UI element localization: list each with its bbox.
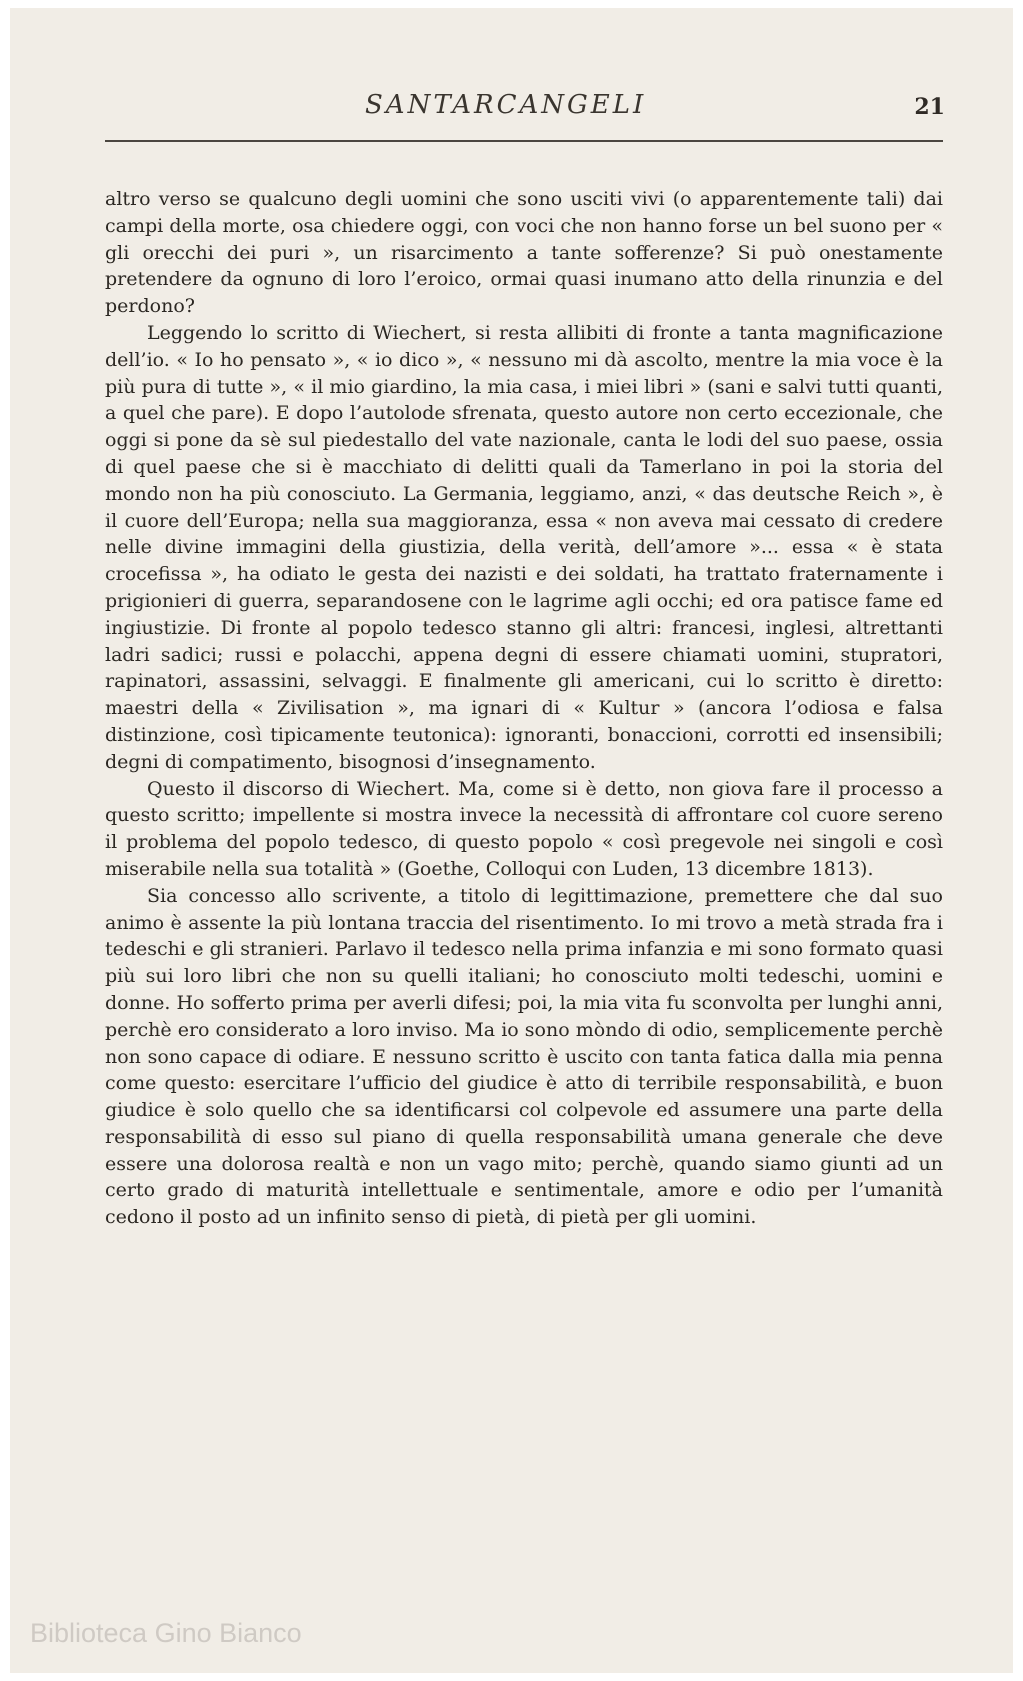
running-title: SANTARCANGELI: [365, 90, 647, 120]
paragraph-2: Leggendo lo scritto di Wiechert, si resta allibiti di fronte a tanta magnificazione dell’io. « Io ho pensato », « io dico », « nessuno mi dà ascolto, mentre la mia voce è la più pura di tutte », « il mio giardino, la mia casa, i miei libri » (sani e salvi tutti quanti, a quel che pare). E dopo l’autolode sfrenata, questo autore non certo eccezionale, che oggi si pone da sè sul piedestallo del vate nazionale, canta le lodi del suo paese, ossia di quel paese che si è macchiato di delitti quali da Tamerlano in poi la storia del mondo non ha più conosciuto. La Germania, leggiamo, anzi, « das deutsche Reich », è il cuore dell’Europa; nella sua maggioranza, essa « non aveva mai cessato di credere nelle divine immagini della giustizia, della verità, dell’amore »... essa « è stata crocefissa », ha odiato le gesta dei nazisti e dei soldati, ha trattato fraternamente i prigionieri di guerra, separandosene con le lagrime agli occhi; ed ora patisce fame ed ingiustizie. Di fronte al popolo tedesco stanno gli altri: francesi, inglesi, altrettanti ladri sadici; russi e polacchi, appena degni di essere chiamati uomini, stupratori, rapinatori, assassini, selvaggi. E finalmente gli americani, cui lo scritto è diretto: maestri della « Zivilisation », ma ignari di « Kultur » (ancora l’odiosa e falsa distinzione, così tipicamente teutonica): ignoranti, bonaccioni, corrotti ed insensibili; degni di compatimento, bisognosi d’insegnamento.: [105, 321, 943, 773]
header-rule: [105, 140, 943, 142]
book-page: [10, 8, 1013, 1673]
library-watermark: Biblioteca Gino Bianco: [30, 1618, 302, 1648]
paragraph-4: Sia concesso allo scrivente, a titolo di legittimazione, premettere che dal suo animo è assente la più lontana traccia del risentimento. Io mi trovo a metà strada fra i tedeschi e gli stranieri. Parlavo il tedesco nella prima infanzia e mi sono formato quasi più sui loro libri che non su quelli italiani; ho conosciuto molti tedeschi, uomini e donne. Ho sofferto prima per averli difesi; poi, la mia vita fu sconvolta per lunghi anni, perchè ero considerato a loro inviso. Ma io sono mòndo di odio, semplicemente perchè non sono capace di odiare. E nessuno scritto è uscito con tanta fatica dalla mia penna come questo: esercitare l’ufficio del giudice è atto di terribile responsabilità, e buon giudice è solo quello che sa identificarsi col colpevole ed assumere una parte della responsabilità di esso sul piano di quella responsabilità umana generale che deve essere una dolorosa realtà e non un vago mito; perchè, quando siamo giunti ad un certo grado di maturità intellettuale e sentimentale, amore e odio per l’umanità cedono il posto ad un infinito senso di pietà, di pietà per gli uomini.: [105, 884, 943, 1229]
body-text: [105, 186, 943, 1231]
paragraph-1: altro verso se qualcuno degli uomini che sono usciti vivi (o apparentemente tali) dai campi della morte, osa chiedere oggi, con voci che non hanno forse un bel suono per « gli orecchi dei puri », un risarcimento a tante sofferenze? Si può onestamente pretendere da ognuno di loro l’eroico, ormai quasi inumano atto della rinunzia e del perdono?: [105, 188, 943, 318]
paragraph-3: Questo il discorso di Wiechert. Ma, come si è detto, non giova fare il processo a questo scritto; impellente si mostra invece la necessità di affrontare col cuore sereno il problema del popolo tedesco, di questo popolo « così pregevole nei singoli e così miserabile nella sua totalità » (Goethe, Colloqui con Luden, 13 dicembre 1813).: [105, 777, 943, 880]
page-number: 21: [914, 94, 945, 120]
page-header: [105, 90, 945, 130]
